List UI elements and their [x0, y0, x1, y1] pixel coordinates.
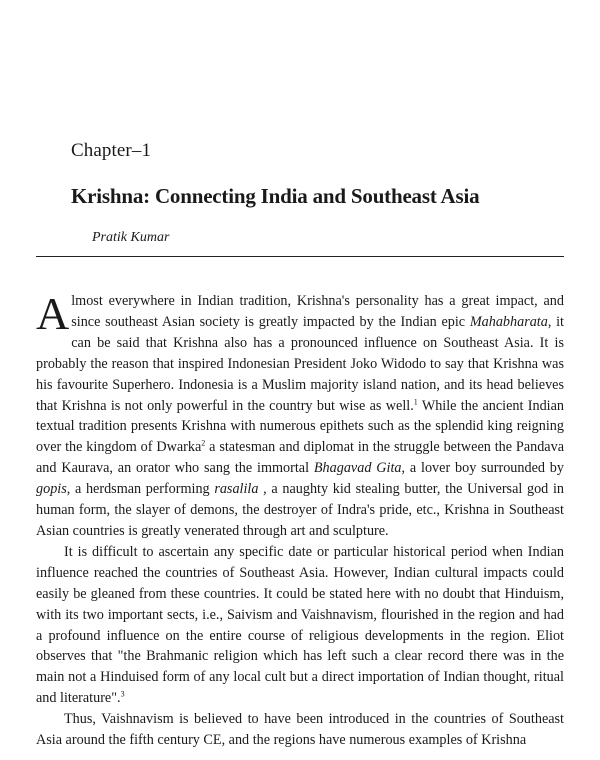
drop-cap: A	[36, 288, 70, 339]
author-name: Pratik Kumar	[92, 230, 170, 245]
paragraph-text: , a herdsman performing	[66, 481, 215, 498]
paragraph-text: , a naughty kid stealing butter, the Universal god in human form, the slayer of demons, the destroyer of Indra's pride, etc., Krishna in Southeast Asian countries is greatly venerated through art and sculpture.	[36, 481, 564, 539]
paragraph-text: lmost everywhere in Indian tradition, Krishna's personality has a great impact, and since southeast Asian society is greatly impacted by the Indian epic	[71, 293, 564, 330]
paragraph-text: a statesman and diplomat in the struggle between the Pandava and Kaurava, an orator who sang the immortal	[36, 439, 564, 477]
title-divider	[36, 256, 564, 257]
footnote-ref: 1	[413, 396, 418, 406]
footnote-ref: 2	[201, 438, 206, 448]
paragraph-3	[36, 709, 564, 751]
paragraph-text: , a lover boy surrounded by	[401, 460, 564, 477]
paragraph-text: While the ancient Indian textual tradition presents Krishna with numerous epithets such as the splendid king reigning over the kingdom of Dwarka	[36, 397, 564, 456]
paragraph-text: Thus, Vaishnavism is believed to have been introduced in the countries of Southeast Asia around the fifth century CE, and the regions have numerous examples of Krishna	[36, 711, 564, 749]
chapter-label: Chapter–1	[71, 140, 152, 161]
chapter-body	[36, 288, 564, 751]
paragraph-2	[36, 542, 564, 709]
footnote-ref: 3	[120, 689, 125, 699]
chapter-title: Krishna: Connecting India and Southeast Asia	[71, 184, 480, 208]
italic-term: Mahabharata	[469, 313, 548, 330]
italic-term: gopis	[36, 481, 67, 498]
italic-term: rasalila	[214, 481, 259, 498]
paragraph-1	[36, 288, 564, 542]
paragraph-text: , it can be said that Krishna also has a pronounced influence on Southeast Asia. It is probably the reason that inspired Indonesian President Joko Widodo to say that Krishna was his favourite Superhero. Indonesia is a Muslim majority island nation, and its head believes that Krishna is not only powerful in the country but wise as well.	[36, 313, 564, 414]
italic-term: Bhagavad Gita	[313, 460, 402, 477]
paragraph-text: It is difficult to ascertain any specific date or particular historical period when Indian influence reached the countries of Southeast Asia. However, Indian cultural impacts could easily be gleaned from these countries. It could be stated here with no doubt that Hinduism, with its two important sects, i.e., Saivism and Vaishnavism, flourished in the region and had a profound influence on the entire course of religious developments in the region. Eliot observes that "the Brahmanic religion which has left such a clear record there was in the main not a Hinduised form of any local cult but a direct importation of Indian thought, ritual and literature".	[36, 543, 564, 707]
